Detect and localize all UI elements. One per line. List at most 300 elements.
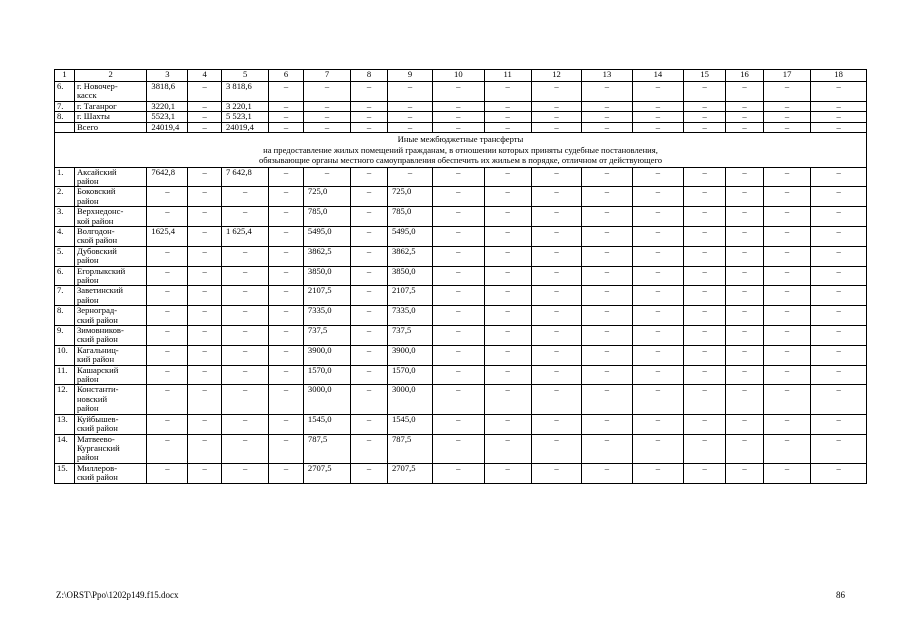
table-cell: – <box>763 345 810 365</box>
table-cell: – <box>531 365 581 385</box>
table-cell: – <box>269 365 304 385</box>
table-row <box>55 463 867 483</box>
table-cell: – <box>632 266 683 286</box>
table-cell: – <box>632 226 683 246</box>
table-cell: 2707,5 <box>303 463 350 483</box>
table-cell: – <box>632 207 683 227</box>
column-number-cell: 8 <box>351 70 388 82</box>
table-cell: 5495,0 <box>303 226 350 246</box>
table-cell: – <box>269 286 304 306</box>
section-heading-line: Иные межбюджетные трансферты <box>397 134 524 145</box>
table-cell: – <box>763 414 810 434</box>
table-cell: – <box>484 187 531 207</box>
table-cell: – <box>811 463 867 483</box>
table-cell: – <box>351 82 388 102</box>
table-cell: – <box>582 434 632 463</box>
table-cell: – <box>221 207 268 227</box>
table-cell: – <box>684 246 726 266</box>
table-cell: – <box>484 345 531 365</box>
table-cell: – <box>811 246 867 266</box>
table-cell: – <box>188 463 222 483</box>
table-cell: 737,5 <box>303 326 350 346</box>
section-heading-row <box>55 133 867 168</box>
table-cell: – <box>582 286 632 306</box>
table-cell: – <box>433 187 484 207</box>
table-cell: – <box>188 167 222 187</box>
table-cell: – <box>811 326 867 346</box>
table-row <box>55 122 867 132</box>
table-cell: – <box>147 266 188 286</box>
table-cell: – <box>188 112 222 122</box>
table-cell: 3900,0 <box>303 345 350 365</box>
column-number-cell: 16 <box>726 70 764 82</box>
table-cell: – <box>147 365 188 385</box>
table-cell: – <box>147 207 188 227</box>
table-cell: – <box>147 286 188 306</box>
table-cell: – <box>188 187 222 207</box>
table-cell: – <box>221 306 268 326</box>
table-cell: – <box>684 306 726 326</box>
table-cell: – <box>726 414 764 434</box>
table-cell: – <box>269 82 304 102</box>
table-cell: – <box>684 82 726 102</box>
column-number-cell: 18 <box>811 70 867 82</box>
table-cell: 7642,8 <box>147 167 188 187</box>
table-cell: – <box>684 122 726 132</box>
table-cell: – <box>582 207 632 227</box>
table-cell: – <box>684 345 726 365</box>
table-cell: 725,0 <box>303 187 350 207</box>
table-cell: – <box>269 463 304 483</box>
table-cell <box>55 122 75 132</box>
table-body <box>55 70 867 484</box>
table-cell: – <box>221 266 268 286</box>
table-cell: – <box>351 187 388 207</box>
territory-name-cell: Волгодон- ской район <box>74 226 146 246</box>
table-cell: – <box>531 101 581 111</box>
table-cell: 1570,0 <box>303 365 350 385</box>
table-cell: – <box>582 463 632 483</box>
table-cell: – <box>387 167 432 187</box>
table-cell: – <box>582 414 632 434</box>
table-cell: – <box>684 187 726 207</box>
table-cell: – <box>726 306 764 326</box>
table-cell: – <box>351 385 388 414</box>
table-cell: 8. <box>55 112 75 122</box>
table-cell: – <box>433 246 484 266</box>
table-cell: – <box>303 112 350 122</box>
table-cell: – <box>484 286 531 306</box>
column-number-cell: 7 <box>303 70 350 82</box>
table-cell: – <box>763 306 810 326</box>
table-cell: – <box>684 112 726 122</box>
table-cell: – <box>433 385 484 414</box>
table-cell: – <box>188 326 222 346</box>
territory-name-cell: Дубовский район <box>74 246 146 266</box>
table-cell: – <box>531 434 581 463</box>
table-row <box>55 326 867 346</box>
table-cell: – <box>531 112 581 122</box>
table-cell: – <box>433 112 484 122</box>
table-cell: – <box>632 122 683 132</box>
table-cell: 5523,1 <box>147 112 188 122</box>
transfers-table <box>54 69 867 484</box>
territory-name-cell: Куйбышев- ский район <box>74 414 146 434</box>
table-cell: – <box>763 101 810 111</box>
table-cell: 737,5 <box>387 326 432 346</box>
table-cell: – <box>351 167 388 187</box>
table-cell: 3220,1 <box>147 101 188 111</box>
table-row <box>55 101 867 111</box>
table-cell: 1545,0 <box>303 414 350 434</box>
table-cell: – <box>387 122 432 132</box>
table-row <box>55 434 867 463</box>
table-cell: – <box>531 226 581 246</box>
table-cell: – <box>763 112 810 122</box>
territory-name-cell: Всего <box>74 122 146 132</box>
table-cell: – <box>632 345 683 365</box>
table-cell: – <box>188 246 222 266</box>
table-cell: – <box>531 414 581 434</box>
table-row <box>55 226 867 246</box>
table-cell: – <box>188 226 222 246</box>
table-row <box>55 167 867 187</box>
table-cell: – <box>303 122 350 132</box>
table-cell: – <box>811 82 867 102</box>
table-cell: – <box>632 385 683 414</box>
table-cell: – <box>484 122 531 132</box>
table-row <box>55 345 867 365</box>
table-cell: – <box>484 207 531 227</box>
table-cell: – <box>147 326 188 346</box>
table-cell: – <box>582 122 632 132</box>
table-cell: – <box>531 207 581 227</box>
header-row <box>55 70 867 82</box>
table-cell: – <box>531 122 581 132</box>
table-cell: – <box>433 306 484 326</box>
table-cell: – <box>484 385 531 414</box>
column-number-cell: 3 <box>147 70 188 82</box>
table-cell: 3862,5 <box>303 246 350 266</box>
table-cell: – <box>269 414 304 434</box>
table-cell: – <box>632 167 683 187</box>
table-cell: – <box>684 463 726 483</box>
table-cell: – <box>269 385 304 414</box>
table-cell: – <box>484 365 531 385</box>
table-cell: 725,0 <box>387 187 432 207</box>
table-cell: – <box>582 226 632 246</box>
column-number-cell: 9 <box>387 70 432 82</box>
table-cell: – <box>763 286 810 306</box>
table-cell: 7335,0 <box>387 306 432 326</box>
table-cell: – <box>531 246 581 266</box>
table-cell: – <box>531 167 581 187</box>
table-cell: – <box>221 365 268 385</box>
table-cell: – <box>531 306 581 326</box>
table-cell: 13. <box>55 414 75 434</box>
table-cell: – <box>188 101 222 111</box>
table-cell: – <box>433 226 484 246</box>
table-cell: – <box>531 326 581 346</box>
table-cell: 3850,0 <box>303 266 350 286</box>
table-cell: 3 818,6 <box>221 82 268 102</box>
column-number-cell: 5 <box>221 70 268 82</box>
table-cell: – <box>726 207 764 227</box>
table-cell: – <box>484 167 531 187</box>
table-cell: – <box>632 112 683 122</box>
table-cell: – <box>147 414 188 434</box>
table-cell: – <box>684 385 726 414</box>
table-cell: – <box>726 112 764 122</box>
table-cell: – <box>269 266 304 286</box>
table-cell: – <box>726 246 764 266</box>
table-cell: – <box>582 112 632 122</box>
territory-name-cell: Зимовников- ский район <box>74 326 146 346</box>
table-cell: 7335,0 <box>303 306 350 326</box>
table-cell: – <box>811 101 867 111</box>
table-cell: – <box>303 82 350 102</box>
column-number-cell: 17 <box>763 70 810 82</box>
table-cell: – <box>351 414 388 434</box>
table-cell: – <box>387 112 432 122</box>
territory-name-cell: Егорлыкский район <box>74 266 146 286</box>
table-cell: – <box>147 306 188 326</box>
table-cell: – <box>188 434 222 463</box>
table-cell: – <box>433 266 484 286</box>
territory-name-cell: Верхнедонс- кой район <box>74 207 146 227</box>
table-cell: – <box>351 122 388 132</box>
table-cell: – <box>811 434 867 463</box>
table-cell: – <box>763 187 810 207</box>
table-cell: – <box>684 286 726 306</box>
table-cell: – <box>484 463 531 483</box>
table-cell: – <box>147 345 188 365</box>
table-cell: – <box>221 345 268 365</box>
table-cell: – <box>582 187 632 207</box>
table-cell: 2107,5 <box>387 286 432 306</box>
table-cell: – <box>433 365 484 385</box>
table-cell: – <box>221 385 268 414</box>
table-cell: – <box>726 463 764 483</box>
table-cell: – <box>726 434 764 463</box>
table-cell: – <box>531 286 581 306</box>
table-cell: – <box>763 434 810 463</box>
table-cell: – <box>433 345 484 365</box>
territory-name-cell: Зерноград- ский район <box>74 306 146 326</box>
table-cell: – <box>632 246 683 266</box>
table-cell: – <box>188 122 222 132</box>
table-cell: – <box>684 266 726 286</box>
table-cell: – <box>582 306 632 326</box>
table-cell: – <box>269 112 304 122</box>
table-cell: – <box>531 463 581 483</box>
table-cell: – <box>763 226 810 246</box>
table-cell: – <box>726 101 764 111</box>
section-heading-line: на предоставление жилых помещений гражданам, в отношении которых приняты судебные постановления, <box>263 144 658 155</box>
table-cell: 3862,5 <box>387 246 432 266</box>
table-cell: – <box>188 345 222 365</box>
table-cell: – <box>188 306 222 326</box>
territory-name-cell: Константи- новский район <box>74 385 146 414</box>
table-cell: – <box>763 82 810 102</box>
territory-name-cell: Боковский район <box>74 187 146 207</box>
table-cell: – <box>351 101 388 111</box>
table-cell: – <box>221 434 268 463</box>
section-heading-line: обязывающие органы местного самоуправления обеспечить их жильем в порядке, отличном от действующего <box>258 155 663 166</box>
table-row <box>55 266 867 286</box>
table-cell: – <box>811 207 867 227</box>
table-row <box>55 187 867 207</box>
territory-name-cell: г. Шахты <box>74 112 146 122</box>
table-cell: – <box>351 306 388 326</box>
territory-name-cell: Кашарский район <box>74 365 146 385</box>
table-cell: 3000,0 <box>387 385 432 414</box>
table-cell: – <box>763 266 810 286</box>
table-cell: – <box>531 187 581 207</box>
table-cell: – <box>351 266 388 286</box>
table-cell: – <box>726 326 764 346</box>
table-cell: 3. <box>55 207 75 227</box>
table-cell: 1545,0 <box>387 414 432 434</box>
table-cell: – <box>484 112 531 122</box>
table-cell: 5 523,1 <box>221 112 268 122</box>
table-cell: – <box>188 385 222 414</box>
table-cell: – <box>221 246 268 266</box>
table-cell: – <box>351 326 388 346</box>
table-cell: – <box>147 463 188 483</box>
table-cell: – <box>433 286 484 306</box>
column-number-cell: 12 <box>531 70 581 82</box>
table-cell: – <box>484 82 531 102</box>
table-row <box>55 286 867 306</box>
table-cell: – <box>726 167 764 187</box>
territory-name-cell: Заветинский район <box>74 286 146 306</box>
table-cell: – <box>269 434 304 463</box>
table-cell: – <box>632 286 683 306</box>
table-cell: – <box>811 187 867 207</box>
column-number-cell: 4 <box>188 70 222 82</box>
table-cell: – <box>726 385 764 414</box>
table-cell: – <box>684 414 726 434</box>
table-cell: 7 642,8 <box>221 167 268 187</box>
table-cell: – <box>632 306 683 326</box>
table-cell: – <box>582 266 632 286</box>
table-row <box>55 207 867 227</box>
table-cell: – <box>147 246 188 266</box>
table-cell: – <box>684 167 726 187</box>
table-cell: – <box>726 345 764 365</box>
table-cell: 5495,0 <box>387 226 432 246</box>
table-cell: 3850,0 <box>387 266 432 286</box>
table-cell: – <box>188 266 222 286</box>
table-cell: – <box>351 463 388 483</box>
table-cell: 2. <box>55 187 75 207</box>
table-cell: – <box>433 414 484 434</box>
table-cell: 4. <box>55 226 75 246</box>
territory-name-cell: г. Новочер- касск <box>74 82 146 102</box>
table-cell: – <box>221 326 268 346</box>
table-cell: – <box>269 101 304 111</box>
table-cell: 9. <box>55 326 75 346</box>
table-cell: 787,5 <box>303 434 350 463</box>
table-cell: – <box>726 82 764 102</box>
table-cell: 5. <box>55 246 75 266</box>
table-cell: – <box>351 434 388 463</box>
table-cell: – <box>582 167 632 187</box>
table-cell: – <box>303 167 350 187</box>
territory-name-cell: г. Таганрог <box>74 101 146 111</box>
table-cell: – <box>811 306 867 326</box>
table-cell: – <box>351 207 388 227</box>
table-cell: – <box>684 434 726 463</box>
table-cell: – <box>632 82 683 102</box>
table-cell: 785,0 <box>387 207 432 227</box>
table-cell: – <box>763 385 810 414</box>
table-cell: – <box>484 101 531 111</box>
table-cell: 3000,0 <box>303 385 350 414</box>
table-cell: – <box>763 326 810 346</box>
table-cell: – <box>811 226 867 246</box>
table-cell: – <box>811 167 867 187</box>
table-cell: – <box>763 167 810 187</box>
table-cell: – <box>811 345 867 365</box>
column-number-cell: 6 <box>269 70 304 82</box>
table-cell: 2707,5 <box>387 463 432 483</box>
table-cell: – <box>351 365 388 385</box>
table-cell: – <box>303 101 350 111</box>
territory-name-cell: Миллеров- ский район <box>74 463 146 483</box>
table-cell: – <box>433 167 484 187</box>
table-cell: – <box>726 266 764 286</box>
table-cell: 7. <box>55 286 75 306</box>
table-cell: – <box>188 286 222 306</box>
table-cell: – <box>387 82 432 102</box>
table-cell: – <box>188 365 222 385</box>
column-number-cell: 13 <box>582 70 632 82</box>
table-cell: 8. <box>55 306 75 326</box>
table-cell: 787,5 <box>387 434 432 463</box>
table-cell: – <box>269 226 304 246</box>
table-cell: – <box>269 167 304 187</box>
table-cell: – <box>811 266 867 286</box>
table-cell: 2107,5 <box>303 286 350 306</box>
table-cell: – <box>763 365 810 385</box>
table-cell: – <box>484 306 531 326</box>
territory-name-cell: Аксайский район <box>74 167 146 187</box>
table-cell: – <box>269 207 304 227</box>
table-cell: – <box>684 226 726 246</box>
table-cell: – <box>351 345 388 365</box>
table-cell: – <box>269 306 304 326</box>
table-cell: – <box>269 122 304 132</box>
table-cell: – <box>726 286 764 306</box>
table-cell: – <box>726 122 764 132</box>
column-number-cell: 10 <box>433 70 484 82</box>
table-cell: – <box>484 266 531 286</box>
table-cell: – <box>147 385 188 414</box>
table-cell: – <box>188 207 222 227</box>
territory-name-cell: Матвеево- Курганский район <box>74 434 146 463</box>
table-cell: 6. <box>55 266 75 286</box>
table-cell: – <box>684 101 726 111</box>
table-cell: – <box>221 187 268 207</box>
table-cell: 3818,6 <box>147 82 188 102</box>
table-cell: – <box>811 365 867 385</box>
table-cell: – <box>221 414 268 434</box>
table-cell: 14. <box>55 434 75 463</box>
column-number-cell: 15 <box>684 70 726 82</box>
column-number-cell: 2 <box>74 70 146 82</box>
